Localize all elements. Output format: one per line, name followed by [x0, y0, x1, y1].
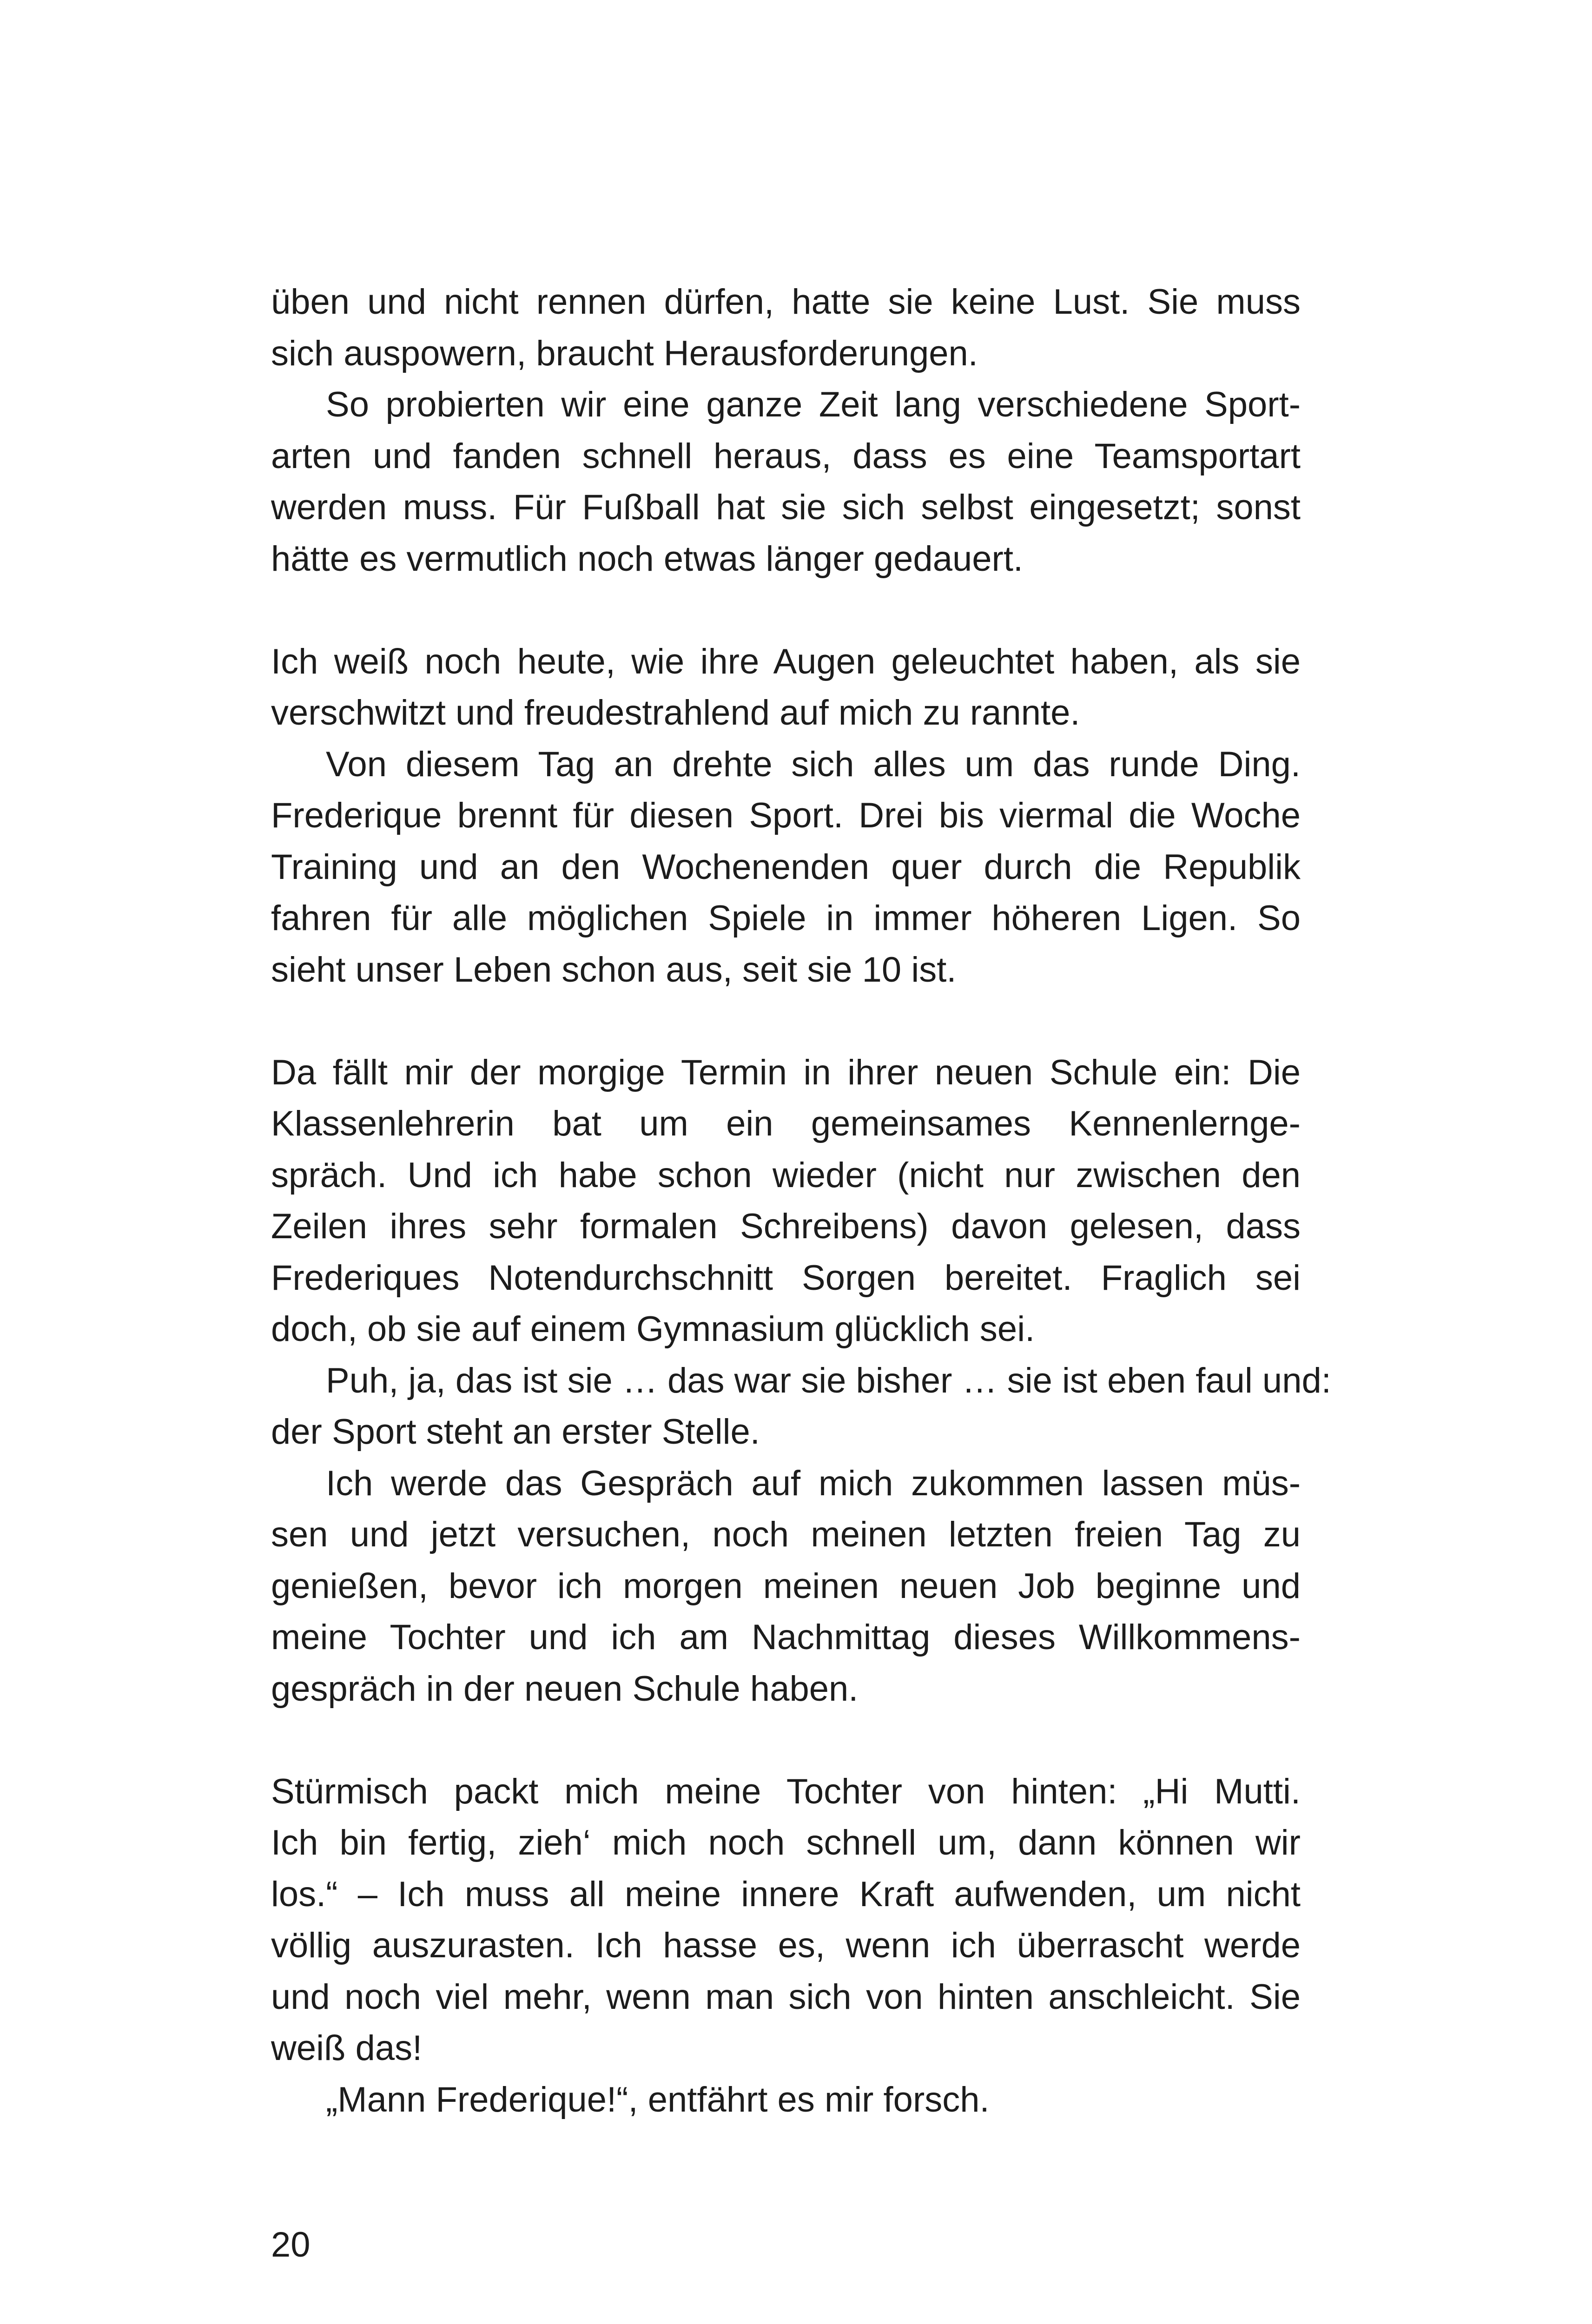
paragraph	[271, 1766, 1301, 2074]
text-line: völlig auszurasten. Ich hasse es, wenn ich überrascht werde	[271, 1926, 1301, 1965]
text-line: spräch. Und ich habe schon wieder (nicht nur zwischen den	[271, 1155, 1301, 1195]
text-line: arten und fanden schnell heraus, dass es eine Teamsportart	[271, 436, 1301, 476]
paragraph	[271, 277, 1301, 379]
text-line: und noch viel mehr, wenn man sich von hinten anschleicht. Sie	[271, 1977, 1301, 2017]
paragraph	[271, 2074, 1301, 2126]
text-line: sieht unser Leben schon aus, seit sie 10 ist.	[271, 950, 957, 990]
paragraph-gap	[271, 585, 1301, 636]
text-line: werden muss. Für Fußball hat sie sich selbst eingesetzt; sonst	[271, 488, 1301, 527]
text-line: weiß das!	[271, 2028, 423, 2068]
paragraph-gap	[271, 996, 1301, 1047]
text-line: sen und jetzt versuchen, noch meinen letzten freien Tag zu	[271, 1515, 1301, 1554]
text-line: verschwitzt und freudestrahlend auf mich zu rannte.	[271, 693, 1080, 733]
text-line: So probierten wir eine ganze Zeit lang verschiedene Sport-	[326, 385, 1301, 424]
paragraph	[271, 636, 1301, 739]
paragraph	[271, 1458, 1301, 1715]
text-line: Ich bin fertig, zieh‘ mich noch schnell um, dann können wir	[271, 1823, 1301, 1862]
text-line: der Sport steht an erster Stelle.	[271, 1412, 760, 1452]
page-number: 20	[271, 2225, 310, 2265]
paragraph	[271, 739, 1301, 996]
text-line: meine Tochter und ich am Nachmittag dieses Willkommens-	[271, 1618, 1301, 1657]
paragraph	[271, 1047, 1301, 1355]
paragraph	[271, 379, 1301, 585]
text-line: hätte es vermutlich noch etwas länger gedauert.	[271, 539, 1024, 579]
text-line: Training und an den Wochenenden quer durch die Republik	[271, 847, 1301, 887]
text-line: fahren für alle möglichen Spiele in immer höheren Ligen. So	[271, 898, 1301, 938]
text-line: üben und nicht rennen dürfen, hatte sie keine Lust. Sie muss	[271, 282, 1301, 322]
text-line: Puh, ja, das ist sie … das war sie bisher … sie ist eben faul und:	[326, 1360, 1331, 1400]
text-line: Von diesem Tag an drehte sich alles um das runde Ding.	[326, 744, 1301, 784]
text-line: Ich werde das Gespräch auf mich zukommen lassen müs-	[326, 1463, 1301, 1503]
text-line: Ich weiß noch heute, wie ihre Augen geleuchtet haben, als sie	[271, 641, 1301, 681]
text-line: „Mann Frederique!“, entfährt es mir forsch.	[326, 2080, 990, 2119]
paragraph	[271, 1355, 1331, 1458]
body-text	[271, 277, 1331, 2126]
text-line: Zeilen ihres sehr formalen Schreibens) davon gelesen, dass	[271, 1207, 1301, 1246]
text-line: Stürmisch packt mich meine Tochter von hinten: „Hi Mutti.	[271, 1771, 1301, 1811]
text-line: genießen, bevor ich morgen meinen neuen Job beginne und	[271, 1566, 1301, 1606]
text-line: doch, ob sie auf einem Gymnasium glücklich sei.	[271, 1309, 1035, 1349]
text-line: gespräch in der neuen Schule haben.	[271, 1669, 859, 1709]
text-line: Frederiques Notendurchschnitt Sorgen bereitet. Fraglich sei	[271, 1258, 1301, 1298]
paragraph-gap	[271, 1715, 1301, 1766]
text-line: Klassenlehrerin bat um ein gemeinsames Kennenlernge-	[271, 1104, 1301, 1143]
text-line: Da fällt mir der morgige Termin in ihrer neuen Schule ein: Die	[271, 1052, 1301, 1092]
text-line: Frederique brennt für diesen Sport. Drei bis viermal die Woche	[271, 796, 1301, 835]
text-line: los.“ – Ich muss all meine innere Kraft aufwenden, um nicht	[271, 1874, 1301, 1914]
text-line: sich auspowern, braucht Herausforderungen.	[271, 333, 978, 373]
